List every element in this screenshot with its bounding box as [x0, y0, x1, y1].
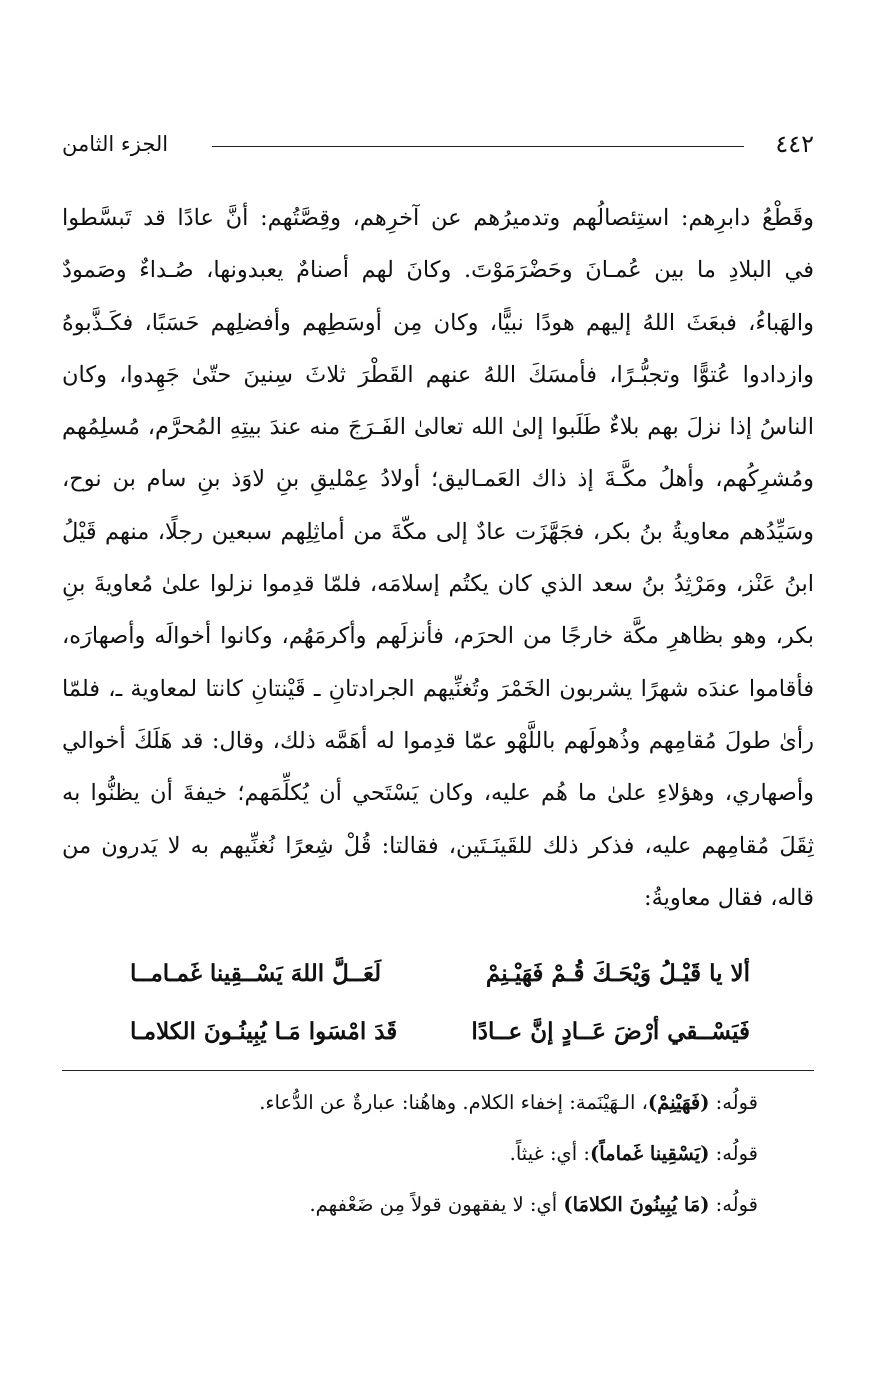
main-text	[62, 192, 814, 924]
footnotes	[62, 1088, 758, 1241]
footnote-term: (يَسْقِينا غَماماً)	[590, 1142, 710, 1165]
poem	[130, 948, 750, 1064]
footnote-separator	[62, 1070, 814, 1071]
verse-first-hemistich: ألا يا قَيْـلُ وَيْحَـكَ قُـمْ فَهَيْـنِمْ	[485, 960, 750, 987]
text-line: في البلادِ ما بين عُمـانَ وحَضْرَمَوْتَ. وكانَ لهم أصنامٌ يعبدونها، صُـداءٌ وصَمودٌ	[62, 257, 814, 284]
footnote-label: قولُه:	[709, 1193, 758, 1216]
text-line: رأىٰ طولَ مُقامِهم وذُهولَهم باللَّهْو عمّا قدِموا له أهَمَّه ذلك، وقال: قد هَلَكَ أخوالي	[62, 727, 814, 754]
poem-verse	[130, 948, 750, 1006]
page-number: ٤٤٢	[775, 130, 814, 158]
text-line: ثِقَلَ مُقامِهم عليه، فذكر ذلك للقَينَـتَين، فقالتا: قُلْ شِعرًا نُغنِّيهم به لا يَدرون من	[62, 832, 814, 859]
text-line: وازدادوا عُتوًّا وتجبُّـرًا، فأمسَكَ اللهُ عنهم القَطْرَ ثلاثَ سِنينَ حتّىٰ جَهِدوا، وكان	[62, 361, 814, 388]
footnote-text: أي: لا يفقهون قولاً مِن ضَعْفهم.	[309, 1193, 564, 1216]
footnote-term: (فَهَيْنِمْ)	[647, 1091, 710, 1114]
footnote-label: قولُه:	[709, 1091, 758, 1114]
text-line: ابنُ عَنْز، ومَرْثِدُ بنُ سعد الذي كان يكتُم إسلامَه، فلمّا قدِموا نزلوا علىٰ مُعاويةَ بنِ	[62, 571, 814, 598]
poem-verse	[130, 1006, 750, 1064]
footnote-text: : أي: غيثاً.	[509, 1142, 590, 1165]
text-line: وقَطْعُ دابرِهم: استِئصالُهم وتدميرُهم عن آخرِهم، وقِصَّتُهم: أنَّ عادًا قد تَبسَّطوا	[62, 205, 814, 231]
text-line: الناسُ إذا نزلَ بهم بلاءٌ طَلَبوا إلىٰ الله تعالىٰ الفَـرَجَ منه عندَ بيتِهِ المُحرَّم، مُسلِمُهم	[62, 414, 814, 441]
footnote-text: ، الـهَيْنَمة: إخفاء الكلام. وهاهُنا: عبارةٌ عن الدُّعاء.	[259, 1091, 648, 1114]
footnote	[62, 1088, 758, 1118]
text-line: فأقاموا عندَه شهرًا يشربون الخَمْرَ وتُغنِّيهم الجرادتانِ ـ قَيْنتانِ كانتا لمعاوية ـ، فلمّا	[62, 675, 814, 702]
verse-first-hemistich: فَيَسْــقي أرْضَ عَــادٍ إنَّ عــادًا	[471, 1018, 750, 1045]
verse-second-hemistich: لَعَــلَّ اللهَ يَسْــقِينا غَمـامــا	[130, 960, 382, 987]
text-line: وأصهاري، وهؤلاءِ علىٰ ما هُم عليه، وكان يَسْتَحي أن يُكلِّمَهم؛ خيفةَ أن يظنُّوا به	[62, 780, 814, 807]
text-line: والهَباءُ، فبعَثَ اللهُ إليهم هودًا نبيًّا، وكان مِن أوسَطِهم وأفضلِهم حَسَبًا، فكَـذَّبوهُ	[62, 309, 814, 336]
text-line: بكر، وهو بظاهرِ مكَّة خارجًا من الحرَم، فأنزلَهم وأكرمَهُم، وكانوا أخوالَه وأصهارَه،	[62, 623, 814, 650]
footnote	[62, 1139, 758, 1169]
footnote-term: (مَا يُبِينُونَ الكلامَا)	[563, 1193, 710, 1216]
text-line: ومُشرِكُهم، وأهلُ مكَّـةَ إذ ذاك العَمـاليق؛ أولادُ عِمْليقِ بنِ لاوَذ بنِ سام بن نوح،	[62, 466, 814, 493]
text-line: وسَيِّدُهم معاويةُ بنُ بكر، فجَهَّزَت عادٌ إلى مكّةَ من أماثِلِهم سبعين رجلًا، منهم قَيْلُ	[62, 518, 814, 545]
verse-second-hemistich: قَدَ امْسَوا مَـا يُبِينُـونَ الكلامـا	[130, 1018, 398, 1045]
footnote-label: قولُه:	[709, 1142, 758, 1165]
header-rule	[212, 146, 744, 147]
page-header	[62, 126, 814, 166]
part-title: الجزء الثامن	[62, 132, 169, 156]
footnote	[62, 1190, 758, 1220]
text-line: قاله، فقال معاويةُ:	[644, 884, 814, 911]
